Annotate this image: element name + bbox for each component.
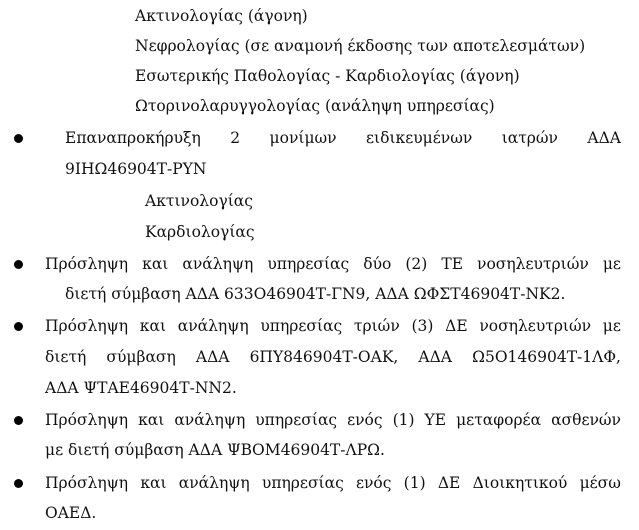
item2-word: υπηρεσίας — [267, 255, 350, 273]
item1-word: 2 — [230, 129, 241, 147]
item4-word: υπηρεσίας — [255, 411, 338, 429]
bullet-icon — [14, 479, 23, 488]
item4-word: και — [138, 411, 165, 429]
item3-word: Πρόσληψη — [45, 317, 129, 335]
item2-line1 — [45, 253, 621, 275]
item4-word: μεταφορέα — [456, 411, 542, 429]
item5-word: ΔΕ — [437, 474, 461, 492]
item2-line2: διετή σύμβαση ΑΔΑ 633Ο46904Τ-ΓΝ9, ΑΔΑ ΩΦΣΤ46904Τ-ΝΚ2. — [65, 285, 566, 303]
item5-word: Πρόσληψη — [45, 474, 129, 492]
item2-word: νοσηλευτριών — [477, 255, 589, 273]
item2-word: (2) — [405, 255, 428, 273]
item5-line1 — [45, 472, 621, 494]
item5-word: υπηρεσίας — [261, 474, 344, 492]
item4-word: (1) — [392, 411, 415, 429]
item3-word: και — [139, 317, 167, 335]
item1-line2: 9ΙΗΩ46904Τ-ΡΥΝ — [65, 160, 207, 178]
item3-word: τριών — [353, 317, 400, 335]
item5-word: (1) — [403, 474, 426, 492]
item3-line2 — [45, 346, 621, 368]
item2-word: Πρόσληψη — [45, 255, 129, 273]
item3-line1 — [45, 315, 621, 337]
item2-word: ΤΕ — [441, 255, 464, 273]
item3-word: ΑΔΑ — [418, 348, 453, 366]
item4-word: ανάληψη — [174, 411, 246, 429]
item2-word: ανάληψη — [182, 255, 254, 273]
item3-line3: ΑΔΑ ΨΤΑΕ46904Τ-ΝΝ2. — [45, 379, 237, 397]
item4-word: ΥΕ — [424, 411, 447, 429]
item3-word: υπηρεσίας — [260, 317, 343, 335]
specialty-line-3: Εσωτερικής Παθολογίας - Καρδιολογίας (άγονη) — [135, 67, 520, 85]
item5-word: και — [140, 474, 167, 492]
item1-sub-1: Ακτινολογίας — [145, 192, 253, 210]
bullet-icon — [14, 260, 23, 269]
item1-line1 — [65, 127, 621, 149]
item3-word: ΑΔΑ — [195, 348, 230, 366]
item5-word: ανάληψη — [178, 474, 250, 492]
item1-word: ειδικευμένων — [366, 129, 473, 147]
item4-line2: με διετή σύμβαση ΑΔΑ ΨΒΟΜ46904Τ-ΛΡΩ. — [45, 441, 385, 459]
item4-word: Πρόσληψη — [45, 411, 129, 429]
item3-word: με — [602, 317, 621, 335]
item3-word: διετή — [45, 348, 87, 366]
specialty-line-4: Ωτορινολαρυγγολογίας (ανάληψη υπηρεσίας) — [135, 97, 495, 115]
item1-word: ΑΔΑ — [587, 129, 621, 147]
item3-word: (3) — [411, 317, 434, 335]
item4-word: ενός — [347, 411, 383, 429]
item1-word: μονίμων — [269, 129, 337, 147]
bullet-icon — [14, 322, 23, 331]
item2-word: δύο — [363, 255, 392, 273]
item1-word: ιατρών — [501, 129, 558, 147]
item2-word: με — [602, 255, 621, 273]
bullet-icon — [14, 134, 23, 143]
item5-word: ενός — [355, 474, 392, 492]
item3-word: Ω5Ο146904Τ-1ΛΦ, — [472, 348, 621, 366]
item3-word: σύμβαση — [106, 348, 176, 366]
item3-word: ανάληψη — [177, 317, 249, 335]
item3-word: ΔΕ — [445, 317, 468, 335]
item3-word: 6ΠΥ846904Τ-ΟΑΚ, — [249, 348, 399, 366]
bullet-icon — [14, 416, 23, 425]
item1-word: Επαναπροκήρυξη — [65, 129, 201, 147]
item5-word: Διοικητικού — [472, 474, 568, 492]
item1-sub-2: Καρδιολογίας — [145, 223, 255, 241]
item4-line1 — [45, 409, 621, 431]
item5-line2: ΟΑΕΔ. — [45, 504, 97, 522]
item3-word: νοσηλευτριών — [479, 317, 592, 335]
item4-word: ασθενών — [551, 411, 621, 429]
item2-word: και — [142, 255, 169, 273]
item5-word: μέσω — [579, 474, 621, 492]
specialty-line-1: Ακτινολογίας (άγονη) — [135, 7, 308, 25]
specialty-line-2: Νεφρολογίας (σε αναμονή έκδοσης των αποτελεσμάτων) — [135, 37, 586, 55]
